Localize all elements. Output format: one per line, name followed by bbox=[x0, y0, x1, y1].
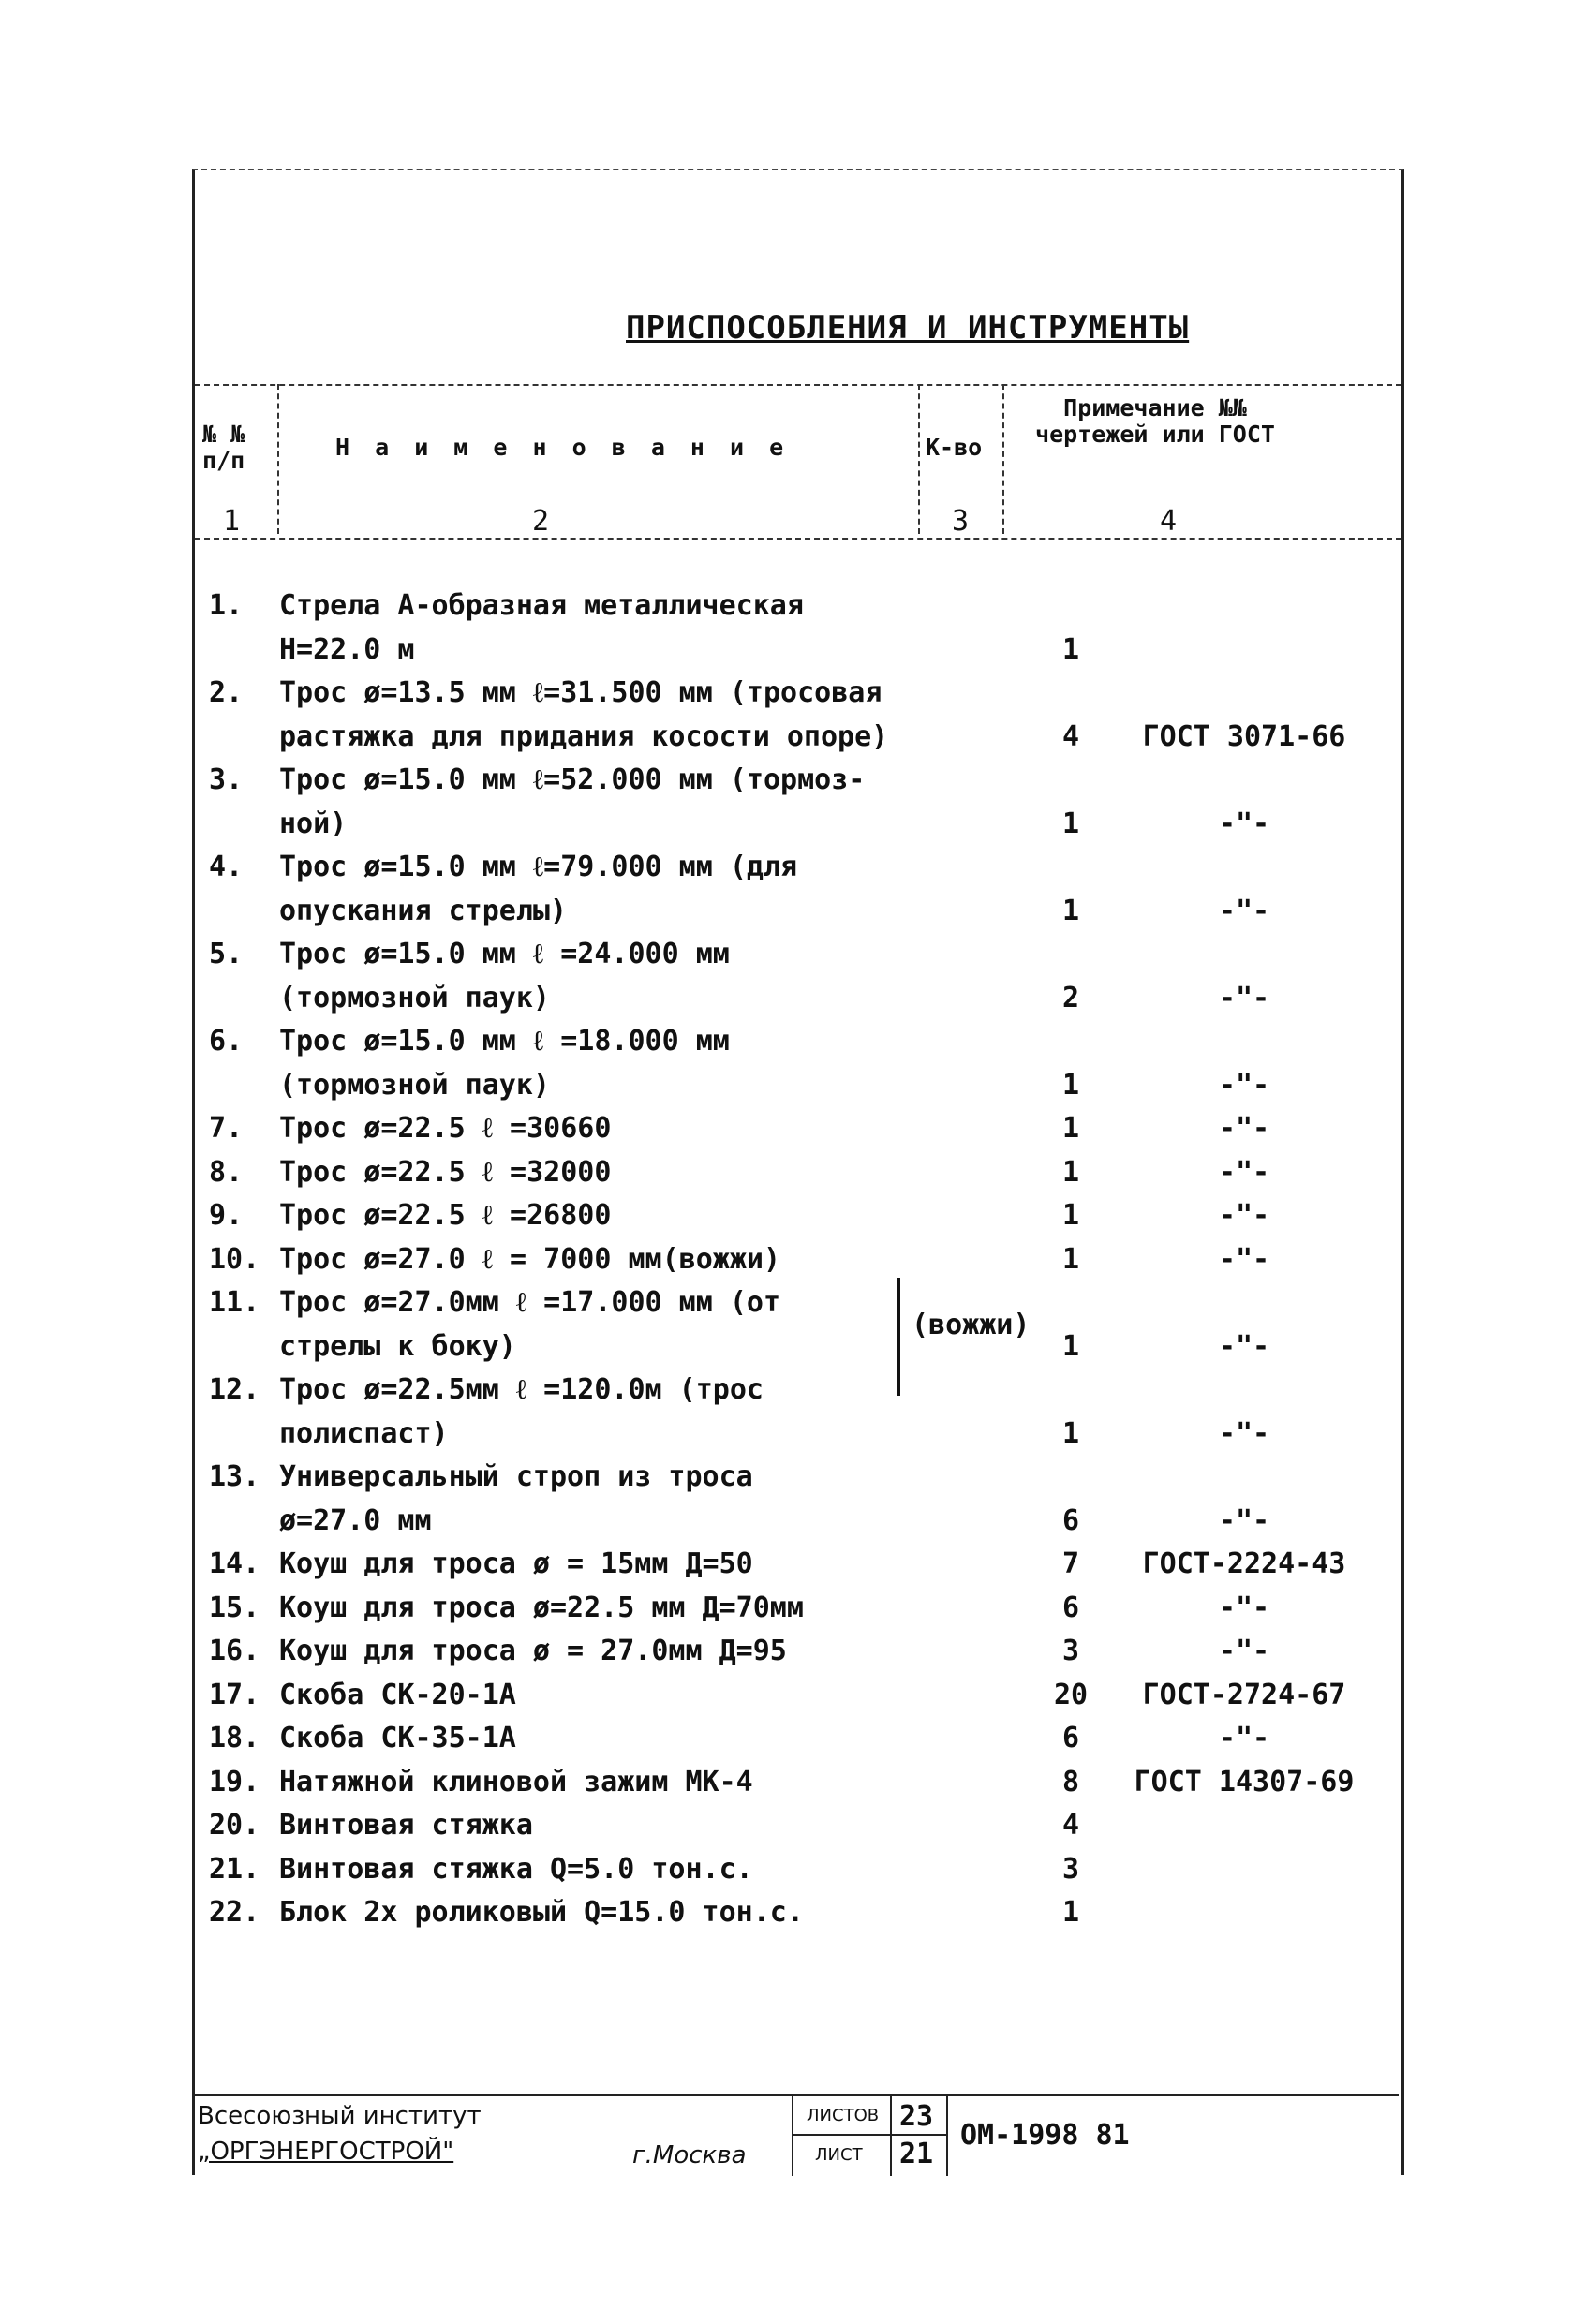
row-note: -"- bbox=[1218, 1416, 1270, 1450]
table-row bbox=[209, 890, 1380, 934]
row-number: 19. bbox=[209, 1765, 260, 1799]
sheet-label: ЛИСТ bbox=[815, 2145, 863, 2165]
row-number bbox=[209, 803, 279, 847]
row-quantity: 1 bbox=[1061, 1068, 1080, 1102]
row-quantity: 1 bbox=[1061, 1329, 1080, 1363]
row-quantity: 8 bbox=[1061, 1765, 1080, 1799]
organization-name: Всесоюзный институт bbox=[198, 2102, 482, 2130]
column-index: 3 bbox=[952, 505, 970, 538]
row-quantity: 20 bbox=[1053, 1678, 1089, 1711]
row-number bbox=[209, 1413, 279, 1457]
header-bottom-rule bbox=[195, 538, 1401, 540]
row-name: стрелы к боку) bbox=[279, 1329, 516, 1363]
sheets-count: 23 bbox=[899, 2100, 934, 2133]
row-number bbox=[209, 1064, 279, 1108]
row-note: -"- bbox=[1218, 1242, 1270, 1276]
stamp-divider bbox=[946, 2096, 948, 2176]
table-row bbox=[209, 672, 1380, 716]
column-index: 2 bbox=[532, 505, 550, 538]
row-name: Универсальный строп из троса bbox=[279, 1460, 753, 1493]
header-top-rule bbox=[195, 384, 1401, 386]
table-row bbox=[209, 1020, 1380, 1064]
row-number: 6. bbox=[209, 1025, 244, 1058]
row-name: Трос ø=22.5 ℓ =30660 bbox=[279, 1112, 612, 1145]
row-name: Блок 2х роликовый Q=15.0 тон.с. bbox=[279, 1896, 804, 1929]
row-name: Трос ø=27.0мм ℓ =17.000 мм (от bbox=[279, 1286, 781, 1319]
table-row bbox=[209, 1238, 1380, 1282]
row-quantity: 1 bbox=[1061, 1155, 1080, 1189]
table-row bbox=[209, 1281, 1380, 1325]
row-name: Трос ø=22.5 ℓ =32000 bbox=[279, 1155, 612, 1189]
row-quantity: 1 bbox=[1061, 894, 1080, 927]
table-row bbox=[209, 1848, 1380, 1892]
row-number: 3. bbox=[209, 763, 244, 796]
row-quantity: 1 bbox=[1061, 632, 1080, 666]
row-name: опускания стрелы) bbox=[279, 894, 568, 927]
row-quantity: 6 bbox=[1061, 1591, 1080, 1624]
row-note: ГОСТ 14307-69 bbox=[1134, 1765, 1355, 1799]
row-name: Трос ø=13.5 мм ℓ=31.500 мм (тросовая bbox=[279, 676, 882, 709]
row-name: Скоба СК-20-1А bbox=[279, 1678, 516, 1711]
table-row bbox=[209, 1891, 1380, 1935]
table-row bbox=[209, 716, 1380, 760]
row-name: Стрела А-образная металлическая bbox=[279, 589, 804, 622]
row-note: -"- bbox=[1218, 1722, 1270, 1754]
table-row bbox=[209, 1325, 1380, 1369]
row-name: Трос ø=15.0 мм ℓ =24.000 мм bbox=[279, 938, 730, 970]
row-name: Коуш для троса ø = 15мм Д=50 bbox=[279, 1547, 753, 1580]
row-number: 13. bbox=[209, 1460, 260, 1493]
row-name: растяжка для придания косости опоре) bbox=[279, 719, 889, 753]
table-row bbox=[209, 933, 1380, 977]
row-name: Трос ø=15.0 мм ℓ =18.000 мм bbox=[279, 1025, 730, 1058]
row-number bbox=[209, 629, 279, 673]
row-name: (тормозной паук) bbox=[279, 981, 550, 1014]
row-name: ной) bbox=[279, 807, 348, 840]
row-note: -"- bbox=[1218, 1635, 1270, 1667]
row-quantity: 4 bbox=[1061, 719, 1080, 753]
row-quantity: 1 bbox=[1061, 1242, 1080, 1276]
table-row bbox=[209, 1500, 1380, 1544]
row-number: 15. bbox=[209, 1591, 260, 1624]
header-quantity: К-во bbox=[926, 434, 983, 461]
table-row bbox=[209, 1456, 1380, 1500]
row-name: Н=22.0 м bbox=[279, 632, 415, 666]
row-quantity: 6 bbox=[1061, 1722, 1080, 1754]
table-row bbox=[209, 1194, 1380, 1238]
row-quantity: 1 bbox=[1061, 1199, 1080, 1232]
row-quantity: 3 bbox=[1061, 1635, 1080, 1667]
column-index: 4 bbox=[1160, 505, 1178, 538]
row-name: Винтовая стяжка bbox=[279, 1809, 533, 1842]
header-number: № № п/п bbox=[202, 421, 245, 474]
row-quantity: 2 bbox=[1061, 981, 1080, 1014]
row-number bbox=[209, 1500, 279, 1544]
row-note: -"- bbox=[1218, 807, 1270, 840]
row-number: 12. bbox=[209, 1373, 260, 1406]
row-quantity: 4 bbox=[1061, 1809, 1080, 1842]
row-name: Коуш для троса ø=22.5 мм Д=70мм bbox=[279, 1591, 804, 1624]
row-number: 21. bbox=[209, 1852, 260, 1886]
row-name: ø=27.0 мм bbox=[279, 1503, 432, 1537]
row-note: -"- bbox=[1218, 1591, 1270, 1624]
row-number: 16. bbox=[209, 1635, 260, 1667]
row-number: 1. bbox=[209, 589, 244, 622]
table-row bbox=[209, 1804, 1380, 1848]
document-sheet bbox=[192, 169, 1404, 2175]
table-row bbox=[209, 759, 1380, 803]
group-bracket-label: (вожжи) bbox=[912, 1309, 1031, 1341]
row-name: Трос ø=27.0 ℓ = 7000 мм(вожжи) bbox=[279, 1242, 781, 1276]
row-name: Скоба СК-35-1А bbox=[279, 1722, 516, 1754]
row-note: -"- bbox=[1218, 1503, 1270, 1537]
column-index: 1 bbox=[223, 505, 241, 538]
row-note: ГОСТ 3071-66 bbox=[1142, 719, 1346, 753]
row-name: Трос ø=15.0 мм ℓ=79.000 мм (для bbox=[279, 851, 798, 883]
table-row bbox=[209, 1587, 1380, 1631]
row-quantity: 1 bbox=[1061, 1416, 1080, 1450]
table-row bbox=[209, 1761, 1380, 1805]
row-number: 9. bbox=[209, 1199, 244, 1232]
row-number: 7. bbox=[209, 1112, 244, 1145]
row-name: Натяжной клиновой зажим МК-4 bbox=[279, 1765, 753, 1799]
row-number: 8. bbox=[209, 1155, 244, 1189]
row-number: 5. bbox=[209, 938, 244, 970]
row-note: -"- bbox=[1218, 894, 1270, 927]
table-row bbox=[209, 1151, 1380, 1195]
row-quantity: 7 bbox=[1061, 1547, 1080, 1580]
row-note: -"- bbox=[1218, 1329, 1270, 1363]
table-row bbox=[209, 1369, 1380, 1413]
row-quantity: 1 bbox=[1061, 1896, 1080, 1929]
table-row bbox=[209, 803, 1380, 847]
row-number: 17. bbox=[209, 1678, 260, 1711]
row-name: Трос ø=15.0 мм ℓ=52.000 мм (тормоз- bbox=[279, 763, 866, 796]
header-note: Примечание №№ чертежей или ГОСТ bbox=[1035, 394, 1275, 448]
row-number: 4. bbox=[209, 851, 244, 883]
header-separator bbox=[918, 384, 920, 534]
row-note: -"- bbox=[1218, 1112, 1270, 1145]
sheet-number: 21 bbox=[899, 2138, 934, 2170]
table-row bbox=[209, 1674, 1380, 1718]
table-row bbox=[209, 1107, 1380, 1151]
row-quantity: 1 bbox=[1061, 807, 1080, 840]
row-number: 2. bbox=[209, 676, 244, 709]
table-row bbox=[209, 629, 1380, 673]
row-number: 10. bbox=[209, 1242, 260, 1276]
table-row bbox=[209, 846, 1380, 890]
row-number: 20. bbox=[209, 1809, 260, 1842]
table-row bbox=[209, 1543, 1380, 1587]
header-separator bbox=[277, 384, 279, 534]
header-name: Н а и м е н о в а н и е bbox=[335, 434, 790, 461]
row-number: 14. bbox=[209, 1547, 260, 1580]
group-bracket bbox=[897, 1278, 900, 1396]
row-note: -"- bbox=[1218, 1155, 1270, 1189]
row-number bbox=[209, 1325, 279, 1369]
organization-brand: „ОРГЭНЕРГОСТРОЙ" bbox=[198, 2138, 454, 2166]
row-note: -"- bbox=[1218, 1199, 1270, 1232]
row-note: ГОСТ-2224-43 bbox=[1142, 1547, 1346, 1580]
page-title: ПРИСПОСОБЛЕНИЯ И ИНСТРУМЕНТЫ bbox=[626, 309, 1190, 347]
table-row bbox=[209, 1630, 1380, 1674]
document-code: ОМ-1998 81 bbox=[960, 2119, 1130, 2152]
items-table bbox=[209, 585, 1380, 1935]
stamp-divider bbox=[792, 2134, 946, 2136]
row-number: 22. bbox=[209, 1896, 260, 1929]
row-name: Винтовая стяжка Q=5.0 тон.с. bbox=[279, 1852, 753, 1886]
header-separator bbox=[1002, 384, 1004, 534]
sheets-label: ЛИСТОВ bbox=[807, 2106, 880, 2125]
row-quantity: 3 bbox=[1061, 1852, 1080, 1886]
row-name: Трос ø=22.5мм ℓ =120.0м (трос bbox=[279, 1373, 764, 1406]
row-name: (тормозной паук) bbox=[279, 1068, 550, 1102]
row-number bbox=[209, 716, 279, 760]
row-note: -"- bbox=[1218, 1068, 1270, 1102]
table-row bbox=[209, 585, 1380, 629]
table-row bbox=[209, 1064, 1380, 1108]
title-block bbox=[192, 2094, 1399, 2176]
row-name: Коуш для троса ø = 27.0мм Д=95 bbox=[279, 1635, 787, 1667]
row-name: полиспаст) bbox=[279, 1416, 449, 1450]
stamp-divider bbox=[792, 2096, 793, 2176]
row-number bbox=[209, 890, 279, 934]
row-name: Трос ø=22.5 ℓ =26800 bbox=[279, 1199, 612, 1232]
row-number bbox=[209, 977, 279, 1021]
table-row bbox=[209, 977, 1380, 1021]
stamp-divider bbox=[890, 2096, 892, 2176]
row-note: ГОСТ-2724-67 bbox=[1142, 1678, 1346, 1711]
row-number: 11. bbox=[209, 1286, 260, 1319]
row-note: -"- bbox=[1218, 981, 1270, 1014]
row-quantity: 1 bbox=[1061, 1112, 1080, 1145]
table-row bbox=[209, 1717, 1380, 1761]
row-number: 18. bbox=[209, 1722, 260, 1754]
row-quantity: 6 bbox=[1061, 1503, 1080, 1537]
city: г.Москва bbox=[632, 2141, 747, 2169]
table-row bbox=[209, 1413, 1380, 1457]
